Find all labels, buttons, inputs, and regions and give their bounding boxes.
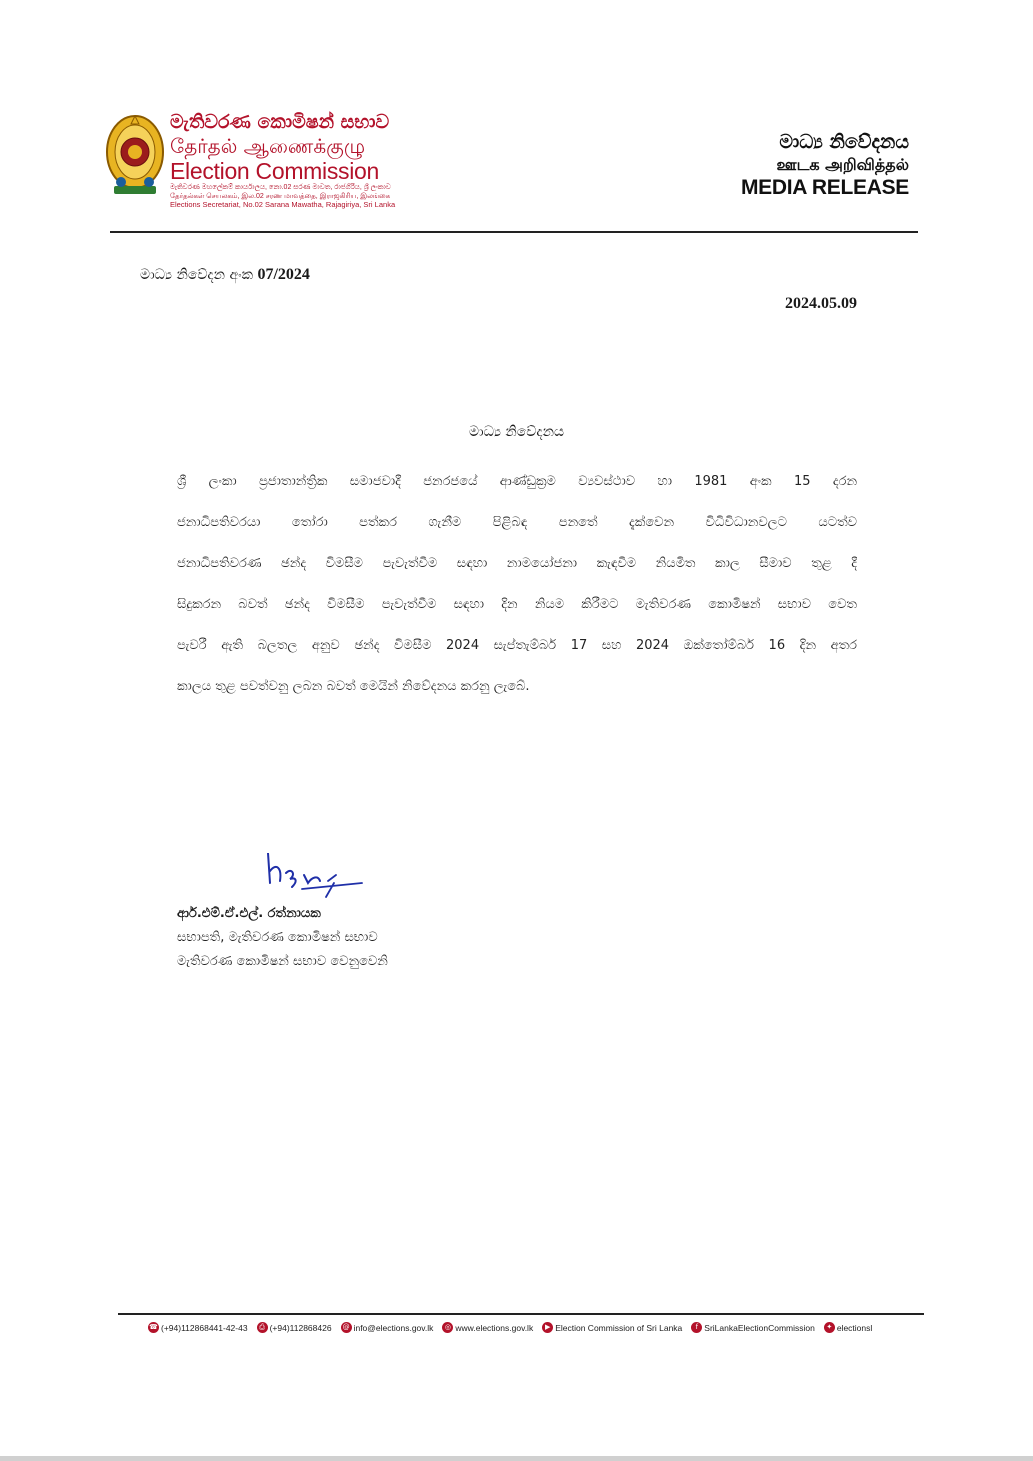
org-name-sinhala: මැතිවරණ කොමිෂන් සභාව bbox=[170, 111, 390, 133]
organisation-name-block bbox=[170, 110, 420, 210]
header-divider bbox=[110, 231, 918, 233]
body-line: ජනාධිපතිවරයා තෝරා පත්කර ගැනීම පිළිබඳ පනතේ දැක්වෙන විධිවිධානවලට යටත්ව bbox=[177, 515, 857, 530]
footer-phone bbox=[148, 1322, 248, 1333]
youtube-channel[interactable]: Election Commission of Sri Lanka bbox=[555, 1322, 683, 1333]
footer-twitter[interactable] bbox=[824, 1322, 872, 1333]
org-name-english: Election Commission bbox=[170, 158, 380, 184]
release-date: 2024.05.09 bbox=[785, 295, 857, 312]
address-english: Elections Secretariat, No.02 Sarana Mawatha, Rajagiriya, Sri Lanka bbox=[170, 200, 396, 209]
facebook-page[interactable]: SriLankaElectionCommission bbox=[704, 1322, 815, 1333]
media-release-english: MEDIA RELEASE bbox=[740, 176, 909, 199]
body-line: සිදුකරන බවත් ඡන්ද විමසීම පැවැත්වීම සඳහා දින නියම කිරීමට මැතිවරණ කොමිෂන් සභාව වෙත bbox=[177, 597, 857, 612]
release-reference bbox=[140, 266, 310, 284]
twitter-icon: ✦ bbox=[824, 1322, 835, 1333]
reference-label: මාධ්‍ය නිවේදන අංක bbox=[140, 267, 254, 283]
body-paragraph bbox=[177, 470, 857, 716]
footer-youtube[interactable] bbox=[542, 1322, 682, 1333]
media-release-tamil: ஊடக அறிவித்தல் bbox=[776, 155, 909, 174]
org-name-tamil: தேர்தல் ஆணைக்குழு bbox=[170, 134, 366, 158]
document-heading: මාධ්‍ය නිවේදනය bbox=[468, 424, 565, 440]
phone-icon: ☎ bbox=[149, 1323, 158, 1331]
signer-name: ආර්.එම්.ඒ.එල්. රත්නායක bbox=[177, 906, 321, 921]
website-url[interactable]: www.elections.gov.lk bbox=[455, 1322, 534, 1333]
address-sinhala: මැතිවරණ මහලේකම් කාර්යාලය, නො.02 සරණ මාවත, රාජගිරිය, ශ්‍රී ලංකාව bbox=[170, 184, 391, 191]
scan-edge bbox=[0, 1456, 1033, 1461]
email-address[interactable]: info@elections.gov.lk bbox=[353, 1322, 434, 1333]
signer-title: සභාපති, මැතිවරණ කොමිෂන් සභාව bbox=[177, 930, 378, 945]
body-line: ජනාධිපතිවරණ ඡන්ද විමසීම පැවැත්වීම සඳහා නාමයෝජනා කැඳවීම නියමිත කාල සීමාව තුළ දී bbox=[177, 556, 857, 571]
footer-fax bbox=[257, 1322, 332, 1333]
footer-divider bbox=[118, 1313, 924, 1315]
globe-icon: ◎ bbox=[442, 1322, 453, 1333]
facebook-icon: f bbox=[691, 1322, 702, 1333]
reference-number: 07/2024 bbox=[257, 266, 310, 283]
email-icon: @ bbox=[342, 1323, 350, 1331]
body-line: කාලය තුළ පවත්වනු ලබන බවත් මෙයින් නිවේදනය කරනු ලැබේ. bbox=[177, 679, 530, 694]
youtube-icon: ▶ bbox=[542, 1322, 553, 1333]
fax-icon: ⎙ bbox=[257, 1322, 268, 1333]
contact-footer bbox=[148, 1322, 908, 1333]
body-line: පැවරී ඇති බලතල අනුව ඡන්ද විමසීම 2024 සැප්තැම්බර් 17 සහ 2024 ඔක්තෝම්බර් 16 දින අතර bbox=[177, 638, 857, 653]
phone-number: (+94)112868441-42-43 bbox=[161, 1322, 248, 1333]
signer-on-behalf: මැතිවරණ කොමිෂන් සභාව වෙනුවෙනි bbox=[177, 954, 388, 969]
body-line: ශ්‍රී ලංකා ප්‍රජාතාන්ත්‍රික සමාජවාදී ජනරජයේ ආණ්ඩුක්‍රම ව්‍යවස්ථාව හා 1981 අංක 15 දරන bbox=[177, 474, 857, 489]
footer-web[interactable] bbox=[442, 1322, 533, 1333]
sri-lanka-emblem-icon bbox=[104, 112, 166, 196]
footer-facebook[interactable] bbox=[691, 1322, 815, 1333]
footer-email[interactable] bbox=[341, 1322, 434, 1333]
media-release-title-block bbox=[741, 130, 909, 201]
address-tamil: தேர்தல்கள் செயலகம், இல.02 சரண மாவத்தை, இராஜகிரிய, இலங்கை bbox=[170, 192, 391, 200]
twitter-handle[interactable]: electionsl bbox=[836, 1322, 873, 1333]
signatory-block bbox=[177, 902, 388, 974]
media-release-sinhala: මාධ්‍ය නිවේදනය bbox=[779, 131, 909, 153]
fax-number: (+94)112868426 bbox=[269, 1322, 332, 1333]
